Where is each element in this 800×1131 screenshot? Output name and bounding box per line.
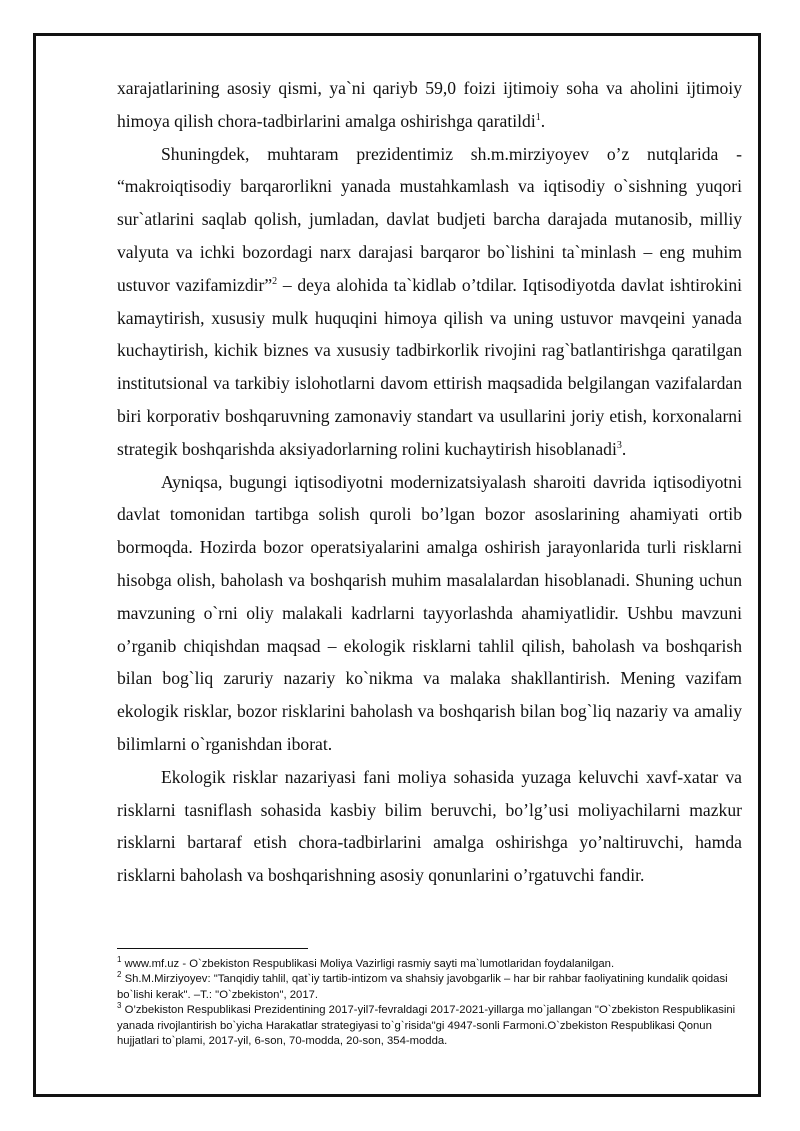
paragraph-3: Ayniqsa, bugungi iqtisodiyotni modernizatsiyalash sharoiti davrida iqtisodiyotni davlat tomonidan tartibga solish quroli bo’lgan bozor asoslarining ahamiyati ortib bormoqda. Hozirda bozor operatsiyalarini amalga oshirish jarayonlarida turli risklarni hisobga olish, baholash va boshqarish muhim masalalardan hisoblanadi. Shuning uchun mavzuning o`rni oliy malakali kadrlarni tayyorlashda ahamiyatlidir. Ushbu mavzuni o’rganib chiqishdan maqsad – ekologik risklarni tahlil qilish, baholash va boshqarish bilan bog`liq zaruriy nazariy ko`nikma va malaka shakllantirish. Mening vazifam ekologik risklar, bozor risklarini baholash va boshqarish bilan bog`liq nazariy va amaliy bilimlarni o`rganishdan iborat.: [117, 471, 742, 754]
footnote-3: $^3$ O’zbekiston Respublikasi Prezidentining 2017-yil7-fevraldagi 2017-2021-yillarga mo`jallangan "O`zbekiston Respublikasini yanada rivojlantirish bo`yicha Harakatlar strategiyasi to`g`risida"gi 4947-sonli Farmoni.O`zbekiston Respublikasi Qonun hujjatlari to`plami, 2017-yil, 6-son, 70-modda, 20-son, 354-modda.: [117, 1001, 736, 1048]
footnote-separator: [117, 948, 308, 949]
paragraph-2: Shuningdek, muhtaram prezidentimiz sh.m.mirziyoyev o’z nutqlarida - “makroiqtisodiy barqarorlikni yanada mustahkamlash va iqtisodiy o`sishning yuqori sur`atlarini saqlab qolish, jumladan, davlat budjeti barcha darajada mutanosib, milliy valyuta va ichki bozordagi narx darajasi barqaror bo`lishini ta`minlash – eng muhim ustuvor vazifamizdir”$^2$ – deya alohida ta`kidlab o’tdilar. Iqtisodiyotda davlat ishtirokini kamaytirish, xususiy mulk huquqini himoya qilish va uning ustuvor mavqeini yanada kuchaytirish, kichik biznes va xususiy tadbirkorlik rivojini rag`batlantirishga qaratilgan institutsional va tarkibiy islohotlarni davom ettirish maqsadida belgilangan vazifalardan biri korporativ boshqaruvning zamonaviy standart va usullarini joriy etish, korxonalarni strategik boshqarishda aksiyadorlarning rolini kuchaytirish hisoblanadi$^3$.: [117, 143, 742, 459]
footnote-2: $^2$ Sh.M.Mirziyoyev: "Tanqidiy tahlil, qat`iy tartib-intizom va shahsiy javobgarlik – har bir rahbar faoliyatining kundalik qoidasi bo`lishi kerak". –T.: "O`zbekiston", 2017.: [117, 970, 728, 1001]
footnote-ref-3[interactable]: 3: [616, 439, 622, 451]
paragraph-4: Ekologik risklar nazariyasi fani moliya sohasida yuzaga keluvchi xavf-xatar va risklarni tasniflash sohasida kasbiy bilim beruvchi, bo’lg’usi moliyachilarni mazkur risklarni bartaraf etish chora-tadbirlarini amalga oshirishga yo’naltiruvchi, hamda risklarni baholash va boshqarishning asosiy qonunlarini o’rgatuvchi fandir.: [117, 766, 742, 886]
document-body: [117, 72, 742, 892]
footnote-ref-2[interactable]: 2: [272, 275, 278, 287]
footnote-1: $^1$ www.mf.uz - O`zbekiston Respublikasi Moliya Vazirligi rasmiy sayti ma`lumotlaridan foydalanilgan.: [117, 955, 615, 970]
footnote-ref-1[interactable]: 1: [535, 111, 541, 123]
footnotes: [117, 957, 742, 1049]
paragraph-1: xarajatlarining asosiy qismi, ya`ni qariyb 59,0 foizi ijtimoiy soha va aholini ijtimoiy himoya qilish chora-tadbirlarini amalga oshirishga qaratildi$^1$.: [117, 78, 742, 131]
